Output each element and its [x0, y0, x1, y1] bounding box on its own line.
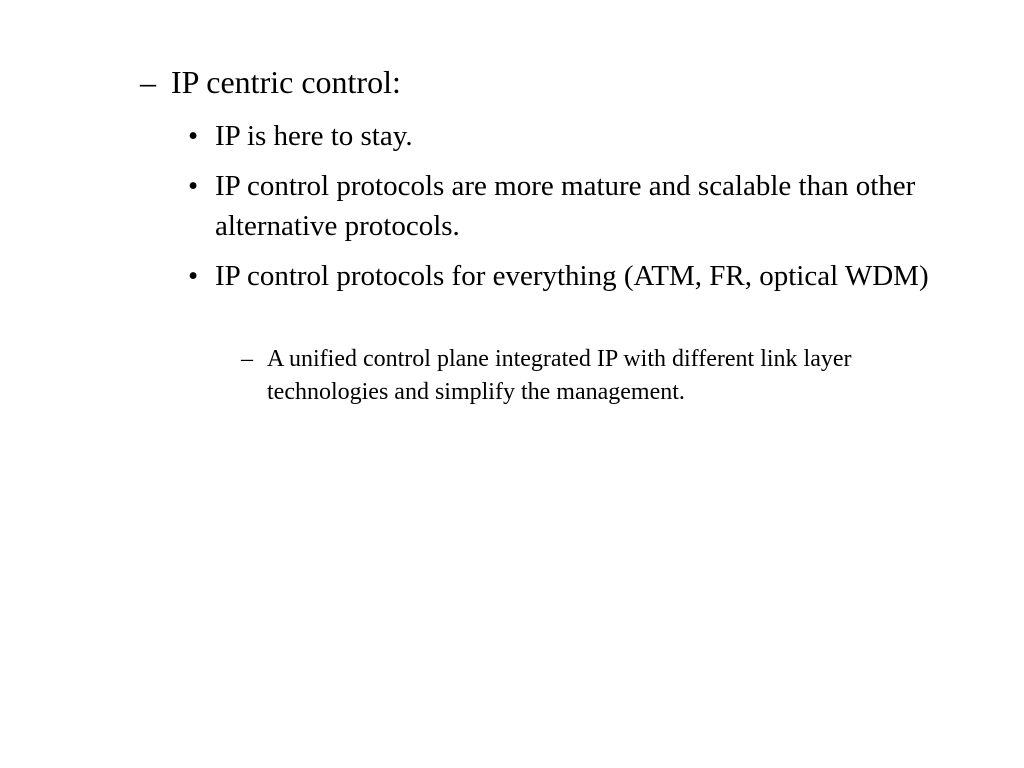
bullet-item [188, 256, 935, 296]
heading-item [140, 62, 871, 102]
bullet-item [188, 166, 935, 246]
sub-item [241, 343, 947, 409]
dash-marker: – [241, 346, 253, 372]
dash-marker: – [140, 64, 156, 100]
bullet-marker: • [188, 170, 199, 202]
bullet-marker: • [188, 120, 199, 152]
heading-text: IP centric control: [171, 64, 401, 100]
bullet-item [188, 116, 935, 156]
bullet-text: IP control protocols for everything (ATM, FR, optical WDM) [215, 260, 929, 292]
bullet-marker: • [188, 260, 199, 292]
sub-item-text: A unified control plane integrated IP with different link layer technologies and simplify the management. [267, 346, 852, 405]
bullet-text: IP control protocols are more mature and scalable than other alternative protocols. [215, 170, 916, 242]
bullet-text: IP is here to stay. [215, 120, 413, 152]
